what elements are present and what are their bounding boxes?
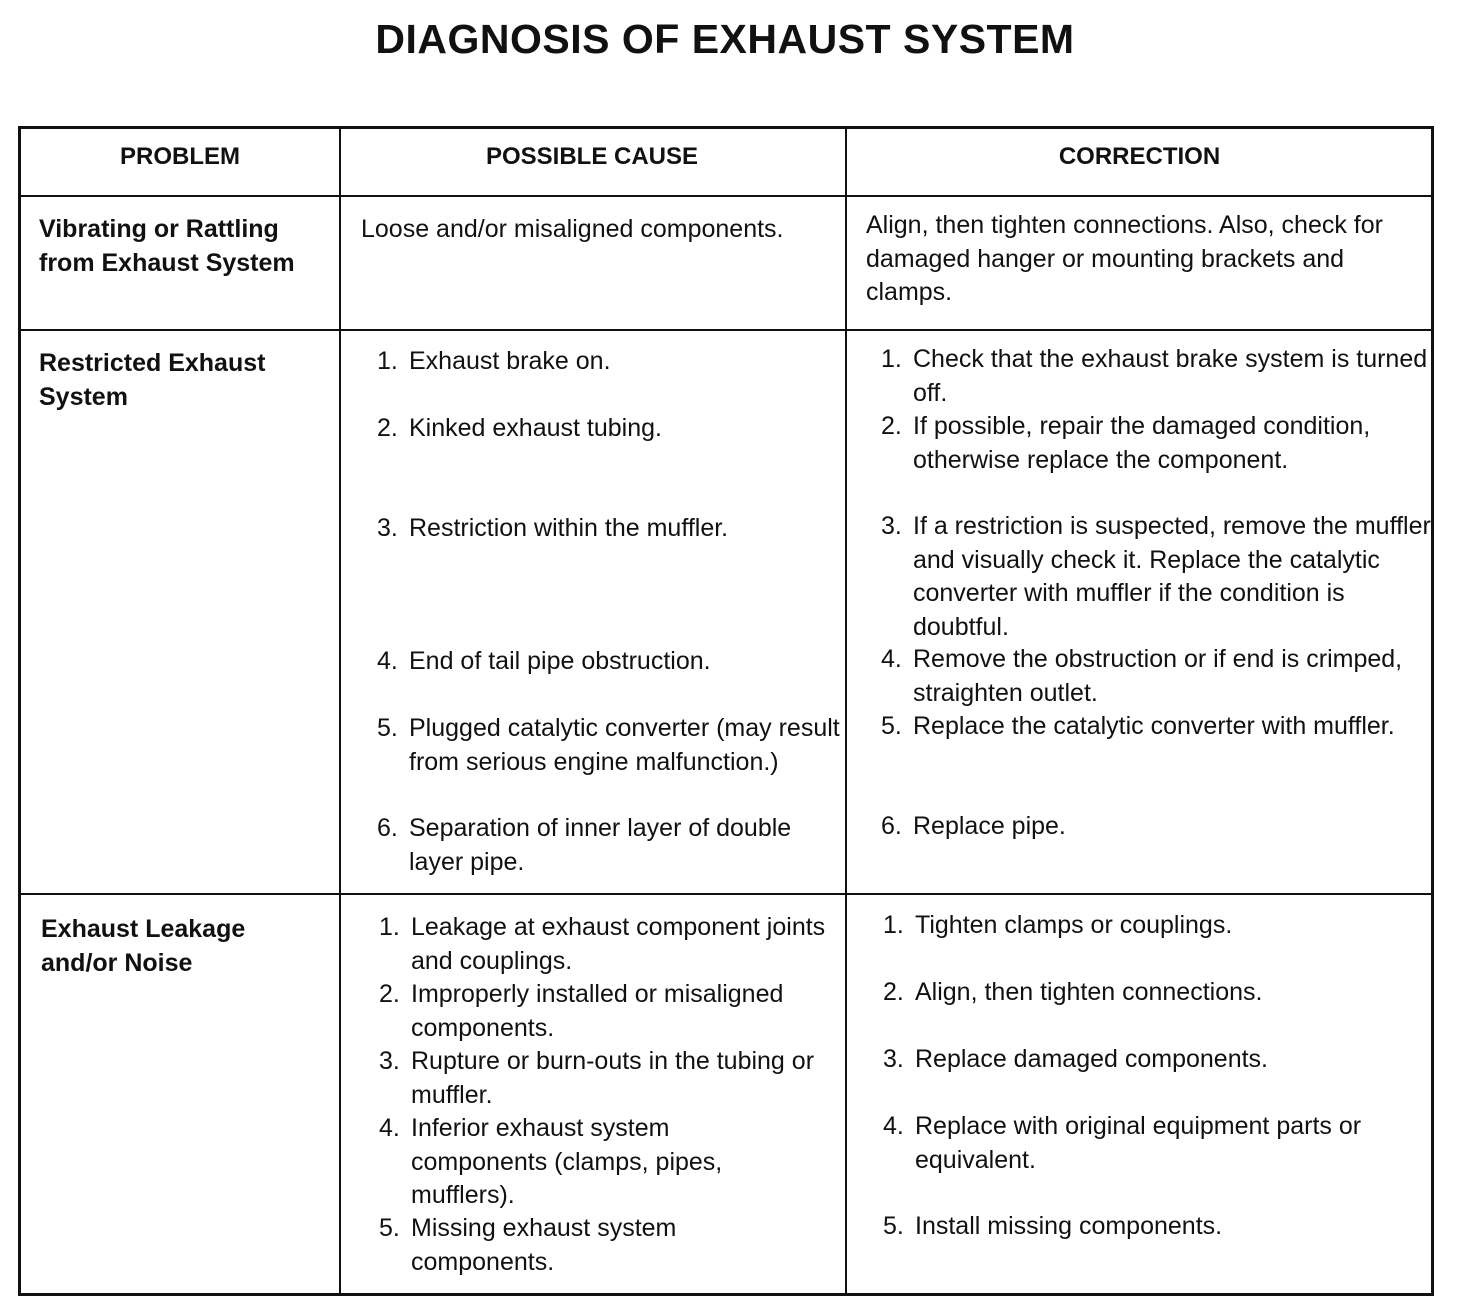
header-correction: CORRECTION bbox=[1058, 143, 1221, 170]
item-text: Check that the exhaust brake system is turned off. bbox=[913, 345, 1428, 407]
item-text: Tighten clamps or couplings. bbox=[915, 911, 1233, 939]
row-divider bbox=[21, 329, 1431, 331]
row-divider bbox=[21, 893, 1431, 895]
item-number: 3. bbox=[379, 1047, 400, 1075]
item-number: 4. bbox=[883, 1112, 904, 1140]
item-number: 2. bbox=[377, 414, 398, 442]
column-divider bbox=[845, 129, 847, 1293]
item-text: Improperly installed or misaligned components. bbox=[411, 980, 784, 1042]
cause-item bbox=[377, 345, 869, 379]
item-number: 5. bbox=[883, 1212, 904, 1240]
item-number: 6. bbox=[881, 812, 902, 840]
problem-vibrating: Vibrating or Rattling from Exhaust System bbox=[39, 215, 295, 277]
item-number: 3. bbox=[377, 514, 398, 542]
item-number: 1. bbox=[377, 347, 398, 375]
correction-item bbox=[883, 976, 1445, 1010]
cause-item bbox=[379, 978, 873, 1045]
item-number: 6. bbox=[377, 814, 398, 842]
item-text: Replace pipe. bbox=[913, 812, 1066, 840]
cause-item bbox=[377, 712, 849, 779]
cause-item bbox=[377, 412, 869, 446]
column-divider bbox=[339, 129, 341, 1293]
item-number: 5. bbox=[379, 1214, 400, 1242]
correction-item bbox=[883, 1210, 1445, 1244]
item-number: 2. bbox=[881, 412, 902, 440]
item-number: 2. bbox=[379, 980, 400, 1008]
cause-item bbox=[379, 1112, 811, 1213]
item-text: Missing exhaust system components. bbox=[411, 1214, 677, 1276]
correction-item bbox=[881, 643, 1413, 710]
item-number: 5. bbox=[377, 714, 398, 742]
correction-item bbox=[883, 1110, 1455, 1177]
correction-item bbox=[881, 710, 1413, 744]
header-possible-cause: POSSIBLE CAUSE bbox=[485, 143, 699, 170]
item-number: 2. bbox=[883, 978, 904, 1006]
correction-item bbox=[881, 410, 1393, 477]
item-text: Rupture or burn-outs in the tubing or muffler. bbox=[411, 1047, 815, 1109]
correction-item bbox=[881, 343, 1443, 410]
item-text: Inferior exhaust system components (clamps, pipes, mufflers). bbox=[411, 1114, 723, 1209]
correction-text: Align, then tighten connections. Also, check for damaged hanger or mounting brackets and clamps. bbox=[866, 211, 1383, 306]
header-problem: PROBLEM bbox=[120, 143, 240, 170]
page-title: DIAGNOSIS OF EXHAUST SYSTEM bbox=[375, 16, 1075, 62]
item-text: Align, then tighten connections. bbox=[915, 978, 1263, 1006]
item-text: Restriction within the muffler. bbox=[409, 514, 729, 542]
item-number: 3. bbox=[881, 512, 902, 540]
item-text: If a restriction is suspected, remove the muffler and visually check it. Replace the catalytic converter with muffler if the condition is doubtful. bbox=[913, 512, 1431, 641]
item-number: 1. bbox=[379, 913, 400, 941]
problem-leakage: Exhaust Leakage and/or Noise bbox=[41, 915, 246, 977]
item-text: Replace damaged components. bbox=[915, 1045, 1269, 1073]
cause-item bbox=[377, 812, 849, 879]
correction-item bbox=[883, 909, 1445, 943]
item-text: Exhaust brake on. bbox=[409, 347, 611, 375]
cause-item bbox=[379, 1212, 811, 1279]
item-number: 5. bbox=[881, 712, 902, 740]
diagnosis-table bbox=[18, 126, 1434, 1296]
item-text: Install missing components. bbox=[915, 1212, 1223, 1240]
item-text: End of tail pipe obstruction. bbox=[409, 647, 711, 675]
item-text: Separation of inner layer of double layer pipe. bbox=[409, 814, 792, 876]
item-text: Replace the catalytic converter with muffler. bbox=[913, 712, 1395, 740]
item-number: 4. bbox=[881, 645, 902, 673]
item-text: If possible, repair the damaged condition, otherwise replace the component. bbox=[913, 412, 1371, 474]
item-number: 4. bbox=[377, 647, 398, 675]
item-text: Plugged catalytic converter (may result from serious engine malfunction.) bbox=[409, 714, 840, 776]
item-number: 1. bbox=[881, 345, 902, 373]
cause-item bbox=[377, 512, 869, 546]
row-divider bbox=[21, 195, 1431, 197]
cause-item bbox=[377, 645, 869, 679]
problem-restricted: Restricted Exhaust System bbox=[39, 349, 266, 411]
item-text: Kinked exhaust tubing. bbox=[409, 414, 662, 442]
item-number: 4. bbox=[379, 1114, 400, 1142]
correction-item bbox=[883, 1043, 1445, 1077]
item-number: 1. bbox=[883, 911, 904, 939]
item-text: Remove the obstruction or if end is crimped, straighten outlet. bbox=[913, 645, 1403, 707]
cause-item bbox=[379, 1045, 873, 1112]
cause-item bbox=[379, 911, 851, 978]
item-text: Replace with original equipment parts or equivalent. bbox=[915, 1112, 1362, 1174]
item-number: 3. bbox=[883, 1045, 904, 1073]
correction-item bbox=[881, 510, 1443, 644]
item-text: Leakage at exhaust component joints and couplings. bbox=[411, 913, 826, 975]
correction-item bbox=[881, 810, 1413, 844]
cause-text: Loose and/or misaligned components. bbox=[361, 215, 784, 243]
